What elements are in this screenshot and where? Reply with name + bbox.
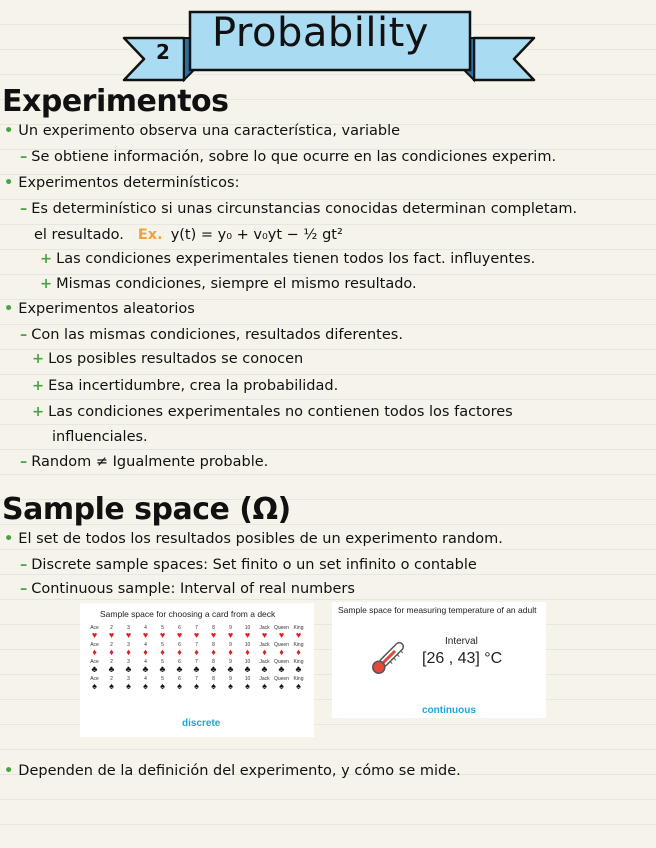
- card-suit-icon: ♣: [176, 664, 183, 674]
- card-cell: [188, 676, 205, 693]
- card-suit-icon: ♦: [262, 647, 267, 657]
- card-rank: Jack: [259, 659, 270, 665]
- card-rank: 7: [195, 676, 198, 682]
- card-suit-icon: ♠: [211, 681, 216, 691]
- card-rank: 10: [244, 676, 251, 682]
- card-suit-icon: ♥: [227, 630, 234, 640]
- card-rank: 7: [195, 625, 198, 631]
- card-rank: 3: [127, 642, 130, 648]
- card-suit-icon: ♥: [159, 630, 166, 640]
- note-line: + Mismas condiciones, siempre el mismo resultado.: [40, 276, 417, 292]
- bullet-icon: •: [4, 763, 14, 779]
- card-suit-icon: ♦: [143, 647, 148, 657]
- card-suit-icon: ♣: [159, 664, 166, 674]
- dash-icon: –: [20, 149, 28, 165]
- card-suit-icon: ♦: [160, 647, 165, 657]
- card-rank: 2: [110, 625, 113, 631]
- card-cell: [137, 625, 154, 642]
- dash-icon: –: [20, 201, 28, 217]
- card-suit-icon: ♠: [262, 681, 267, 691]
- card-suit-icon: ♥: [193, 630, 200, 640]
- card-rank: 2: [110, 659, 113, 665]
- card-rank: 5: [161, 625, 164, 631]
- note-line: • El set de todos los resultados posibles de un experimento random.: [4, 531, 503, 547]
- card-suit-icon: ♠: [245, 681, 250, 691]
- card-cell: [205, 625, 222, 642]
- card-cell: [256, 676, 273, 693]
- bullet-icon: •: [4, 531, 14, 547]
- card-rank: 6: [178, 676, 181, 682]
- card-cell: [154, 676, 171, 693]
- card-cell: [171, 642, 188, 659]
- dash-icon: –: [20, 557, 28, 573]
- card-cell: [205, 642, 222, 659]
- card-suit-icon: ♣: [91, 664, 98, 674]
- card-suit-icon: ♦: [211, 647, 216, 657]
- card-rank: 10: [244, 642, 251, 648]
- card-rank: 2: [110, 676, 113, 682]
- card-suit-icon: ♣: [193, 664, 200, 674]
- dash-icon: –: [20, 581, 28, 597]
- card-cell: [103, 676, 120, 693]
- card-rank: 4: [144, 625, 147, 631]
- card-suit-icon: ♠: [92, 681, 97, 691]
- plus-icon: +: [32, 351, 45, 367]
- bullet-icon: •: [4, 175, 14, 191]
- card-cell: [290, 642, 307, 659]
- card-cell: [256, 625, 273, 642]
- card-rank: 8: [212, 659, 215, 665]
- card-cell: [273, 625, 290, 642]
- card-suit-icon: ♦: [245, 647, 250, 657]
- card-cell: [222, 676, 239, 693]
- card-cell: [120, 625, 137, 642]
- dash-icon: –: [20, 454, 28, 470]
- card-rank: 9: [229, 659, 232, 665]
- card-suit-icon: ♠: [109, 681, 114, 691]
- note-line-final: • Dependen de la definición del experimento, y cómo se mide.: [4, 763, 461, 779]
- card-rank: King: [293, 676, 304, 682]
- figure-discrete: [80, 603, 314, 737]
- card-rank: 6: [178, 642, 181, 648]
- card-rank: 8: [212, 625, 215, 631]
- card-cell: [256, 642, 273, 659]
- card-cell: [86, 659, 103, 676]
- plus-icon: +: [40, 276, 53, 292]
- card-suit-icon: ♥: [295, 630, 302, 640]
- card-cell: [120, 676, 137, 693]
- card-rank: King: [293, 625, 304, 631]
- interval-label: Interval: [445, 636, 478, 647]
- card-cell: [154, 659, 171, 676]
- card-rank: 3: [127, 659, 130, 665]
- card-rank: Queen: [273, 676, 289, 682]
- card-suit-icon: ♥: [244, 630, 251, 640]
- card-suit-icon: ♦: [296, 647, 301, 657]
- note-line: – Random ≠ Igualmente probable.: [20, 454, 269, 470]
- note-line: • Experimentos determinísticos:: [4, 175, 240, 191]
- card-rank: 4: [144, 676, 147, 682]
- example-label: Ex.: [137, 227, 163, 243]
- card-cell: [137, 676, 154, 693]
- card-suit-icon: ♥: [261, 630, 268, 640]
- card-suit-icon: ♠: [296, 681, 301, 691]
- figure-continuous: [332, 602, 546, 718]
- card-rank: 10: [244, 659, 251, 665]
- plus-icon: +: [40, 251, 53, 267]
- card-cell: [273, 676, 290, 693]
- card-suit-icon: ♣: [142, 664, 149, 674]
- heading-sample-space: Sample space (Ω): [2, 492, 291, 527]
- card-rank: 9: [229, 676, 232, 682]
- card-cell: [239, 676, 256, 693]
- card-rank: Ace: [90, 659, 99, 665]
- figure-title: Sample space for measuring temperature of an adult: [338, 605, 537, 615]
- card-rank: 4: [144, 642, 147, 648]
- card-cell: [154, 642, 171, 659]
- card-suit-icon: ♦: [126, 647, 131, 657]
- card-cell: [86, 625, 103, 642]
- card-rank: 7: [195, 659, 198, 665]
- card-suit-icon: ♦: [177, 647, 182, 657]
- card-rank: 2: [110, 642, 113, 648]
- note-line: + Las condiciones experimentales tienen todos los fact. influyentes.: [40, 251, 536, 267]
- card-cell: [222, 642, 239, 659]
- note-line: + Las condiciones experimentales no contienen todos los factores: [32, 404, 513, 420]
- card-cell: [239, 659, 256, 676]
- card-rank: Queen: [273, 625, 289, 631]
- card-rank: Queen: [273, 642, 289, 648]
- bullet-icon: •: [4, 301, 14, 317]
- card-suit-icon: ♣: [261, 664, 268, 674]
- card-suit-icon: ♣: [125, 664, 132, 674]
- card-suit-icon: ♥: [278, 630, 285, 640]
- card-cell: [103, 625, 120, 642]
- card-suit-icon: ♣: [210, 664, 217, 674]
- card-suit-icon: ♦: [228, 647, 233, 657]
- card-cell: [188, 625, 205, 642]
- card-rank: 8: [212, 676, 215, 682]
- card-rank: Jack: [259, 642, 270, 648]
- card-rank: 4: [144, 659, 147, 665]
- card-suit-icon: ♦: [279, 647, 284, 657]
- card-rank: Queen: [273, 659, 289, 665]
- thermometer-icon: [366, 636, 410, 680]
- card-suit-icon: ♣: [295, 664, 302, 674]
- card-cell: [222, 659, 239, 676]
- note-line: + Esa incertidumbre, crea la probabilidad.: [32, 378, 339, 394]
- card-suit-icon: ♠: [143, 681, 148, 691]
- card-cell: [188, 659, 205, 676]
- heading-experimentos: Experimentos: [2, 84, 229, 119]
- card-suit-icon: ♠: [228, 681, 233, 691]
- figure-caption: continuous: [422, 705, 476, 716]
- card-cell: [103, 642, 120, 659]
- card-rank: 5: [161, 676, 164, 682]
- card-cell: [171, 659, 188, 676]
- card-rank: 9: [229, 642, 232, 648]
- card-suit-icon: ♠: [194, 681, 199, 691]
- card-suit-icon: ♥: [142, 630, 149, 640]
- plus-icon: +: [32, 378, 45, 394]
- card-rank: 8: [212, 642, 215, 648]
- card-rank: King: [293, 642, 304, 648]
- card-suit-icon: ♦: [92, 647, 97, 657]
- card-cell: [205, 659, 222, 676]
- card-suit-icon: ♣: [244, 664, 251, 674]
- card-rank: Jack: [259, 676, 270, 682]
- card-cell: [290, 659, 307, 676]
- card-cell: [137, 659, 154, 676]
- card-cell: [273, 659, 290, 676]
- card-cell: [188, 642, 205, 659]
- card-cell: [154, 625, 171, 642]
- card-cell: [120, 659, 137, 676]
- card-cell: [86, 642, 103, 659]
- card-suit-icon: ♠: [126, 681, 131, 691]
- example-formula: y(t) = y₀ + v₀yt − ½ gt²: [170, 227, 343, 243]
- bullet-icon: •: [4, 123, 14, 139]
- card-rank: 3: [127, 676, 130, 682]
- card-suit-icon: ♣: [227, 664, 234, 674]
- card-rank: 6: [178, 625, 181, 631]
- card-suit-icon: ♠: [160, 681, 165, 691]
- note-line: – Continuous sample: Interval of real numbers: [20, 581, 355, 597]
- card-rank: Ace: [90, 676, 99, 682]
- card-suit-icon: ♥: [125, 630, 132, 640]
- card-suit-icon: ♥: [210, 630, 217, 640]
- card-cell: [120, 642, 137, 659]
- page-title: Probability: [212, 10, 429, 56]
- card-cell: [86, 676, 103, 693]
- card-suit-icon: ♦: [194, 647, 199, 657]
- note-line: • Experimentos aleatorios: [4, 301, 195, 317]
- card-rank: 3: [127, 625, 130, 631]
- card-rank: King: [293, 659, 304, 665]
- card-suit-icon: ♥: [176, 630, 183, 640]
- note-line: + Los posibles resultados se conocen: [32, 351, 304, 367]
- note-line: – Discrete sample spaces: Set finito o un set infinito o contable: [20, 557, 477, 573]
- plus-icon: +: [32, 404, 45, 420]
- card-suit-icon: ♠: [177, 681, 182, 691]
- interval-value: [26 , 43] °C: [422, 650, 503, 667]
- note-line: – Se obtiene información, sobre lo que ocurre en las condiciones experim.: [20, 149, 557, 165]
- figure-caption: discrete: [182, 718, 221, 729]
- card-cell: [239, 625, 256, 642]
- card-suit-icon: ♥: [91, 630, 98, 640]
- card-rank: Ace: [90, 625, 99, 631]
- card-rank: 6: [178, 659, 181, 665]
- card-cell: [239, 642, 256, 659]
- card-cell: [171, 625, 188, 642]
- note-line: – Con las mismas condiciones, resultados diferentes.: [20, 327, 403, 343]
- note-line: el resultado. Ex. y(t) = y₀ + v₀yt − ½ gt²: [34, 227, 343, 243]
- chapter-number: 2: [156, 40, 170, 64]
- card-rank: 7: [195, 642, 198, 648]
- card-rank: 5: [161, 642, 164, 648]
- card-rank: 9: [229, 625, 232, 631]
- card-suit-icon: ♣: [108, 664, 115, 674]
- card-cell: [171, 676, 188, 693]
- note-line: – Es determinístico si unas circunstancias conocidas determinan completam.: [20, 201, 578, 217]
- card-rank: Ace: [90, 642, 99, 648]
- card-suit-icon: ♦: [109, 647, 114, 657]
- card-suit-icon: ♥: [108, 630, 115, 640]
- card-rank: 10: [244, 625, 251, 631]
- card-rank: Jack: [259, 625, 270, 631]
- card-deck-grid: [86, 625, 308, 693]
- card-cell: [222, 625, 239, 642]
- card-cell: [273, 642, 290, 659]
- figure-title: Sample space for choosing a card from a deck: [100, 609, 276, 619]
- dash-icon: –: [20, 327, 28, 343]
- card-rank: 5: [161, 659, 164, 665]
- card-cell: [205, 676, 222, 693]
- card-cell: [103, 659, 120, 676]
- card-cell: [290, 625, 307, 642]
- card-suit-icon: ♠: [279, 681, 284, 691]
- note-line: • Un experimento observa una característica, variable: [4, 123, 401, 139]
- note-line: influenciales.: [52, 429, 148, 445]
- card-cell: [290, 676, 307, 693]
- card-cell: [256, 659, 273, 676]
- card-suit-icon: ♣: [278, 664, 285, 674]
- card-cell: [137, 642, 154, 659]
